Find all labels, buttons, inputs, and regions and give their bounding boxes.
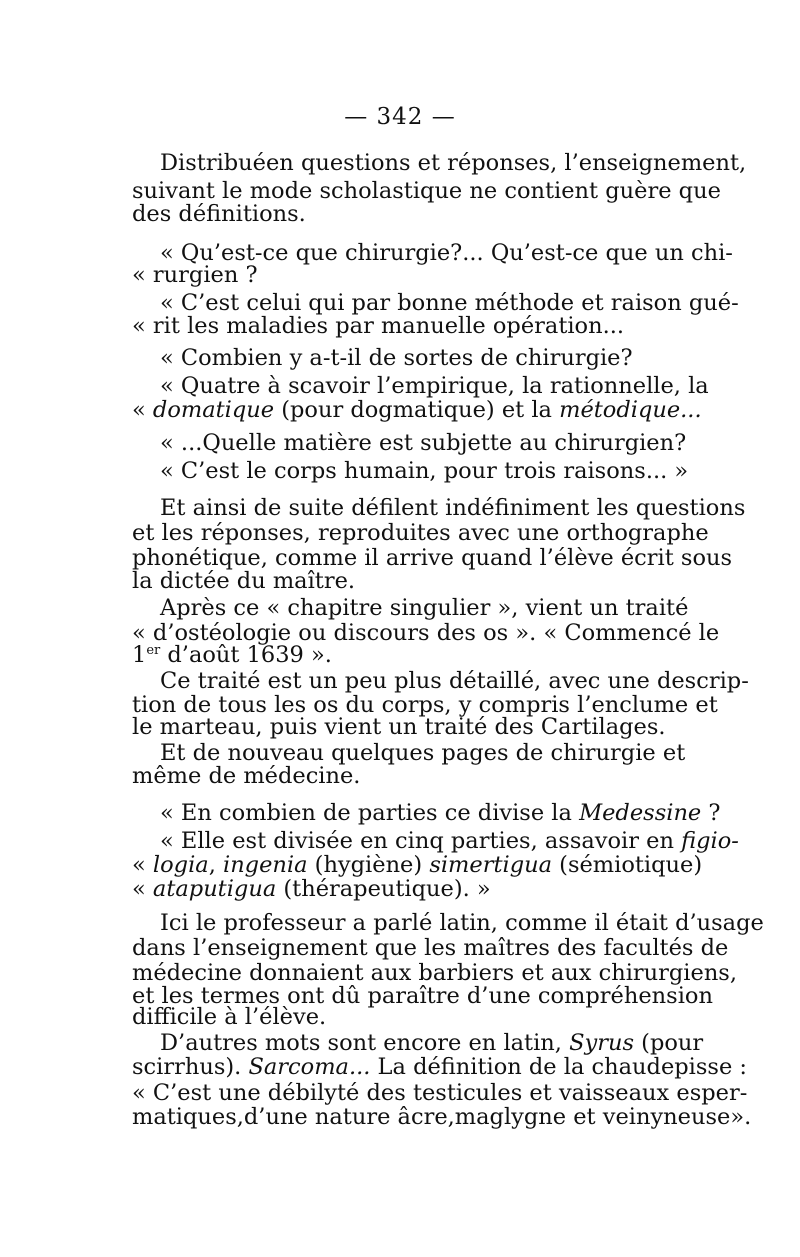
text-line: « domatique (pour dogmatique) et la métodique... (132, 397, 702, 423)
text-line: phonétique, comme il arrive quand l’élève écrit sous (132, 545, 733, 571)
text-line: « rurgien ? (132, 262, 258, 288)
text-line: le marteau, puis vient un traité des Cartilages. (132, 714, 666, 740)
text-line: « C’est une débilyté des testicules et vaisseaux esper- (132, 1080, 748, 1106)
text-line: 1er d’août 1639 ». (132, 642, 332, 668)
text-line: « rit les maladies par manuelle opération... (132, 313, 625, 339)
text-line: « ...Quelle matière est subjette au chirurgien? (160, 430, 687, 456)
text-line: Et de nouveau quelques pages de chirurgie et (160, 740, 686, 766)
text-line: difficile à l’élève. (132, 1004, 327, 1030)
text-line: Après ce « chapitre singulier », vient un traité (160, 595, 689, 621)
text-line: « Combien y a-t-il de sortes de chirurgie? (160, 345, 633, 371)
text-line: « Elle est divisée en cinq parties, assavoir en figio- (160, 828, 739, 854)
text-line: « Qu’est-ce que chirurgie?... Qu’est-ce que un chi- (160, 240, 733, 266)
text-line: et les réponses, reproduites avec une orthographe (132, 520, 709, 546)
text-line: « C’est le corps humain, pour trois raisons... » (160, 458, 689, 484)
text-line: matiques,d’une nature âcre,maglygne et veinyneuse». (132, 1104, 752, 1130)
text-line: D’autres mots sont encore en latin, Syrus (pour (160, 1030, 704, 1056)
text-line: scirrhus). Sarcoma... La définition de la chaudepisse : (132, 1054, 747, 1080)
text-line: même de médecine. (132, 763, 361, 789)
text-line: suivant le mode scholastique ne contient guère que (132, 178, 721, 204)
text-line: « C’est celui qui par bonne méthode et raison gué- (160, 290, 739, 316)
text-line: Distribuéen questions et réponses, l’enseignement, (160, 150, 747, 176)
text-line: la dictée du maître. (132, 568, 356, 594)
text-line: et les termes ont dû paraître d’une compréhension (132, 983, 713, 1009)
text-line: Et ainsi de suite défilent indéfiniment les questions (160, 495, 746, 521)
text-line: des définitions. (132, 201, 306, 227)
text-line: tion de tous les os du corps, y compris l’enclume et (132, 692, 718, 718)
text-line: « logia, ingenia (hygiène) simertigua (sémiotique) (132, 852, 703, 878)
text-line: dans l’enseignement que les maîtres des facultés de (132, 935, 729, 961)
text-line: Ce traité est un peu plus détaillé, avec une descrip- (160, 668, 749, 694)
text-line: « En combien de parties ce divise la Medessine ? (160, 800, 721, 826)
text-line: « Quatre à scavoir l’empirique, la rationnelle, la (160, 373, 709, 399)
page-number: — 342 — (344, 104, 456, 130)
text-line: Ici le professeur a parlé latin, comme il était d’usage (160, 910, 764, 936)
text-line: « d’ostéologie ou discours des os ». « Commencé le (132, 620, 720, 646)
text-line: médecine donnaient aux barbiers et aux chirurgiens, (132, 960, 738, 986)
text-line: « ataputigua (thérapeutique). » (132, 876, 491, 902)
